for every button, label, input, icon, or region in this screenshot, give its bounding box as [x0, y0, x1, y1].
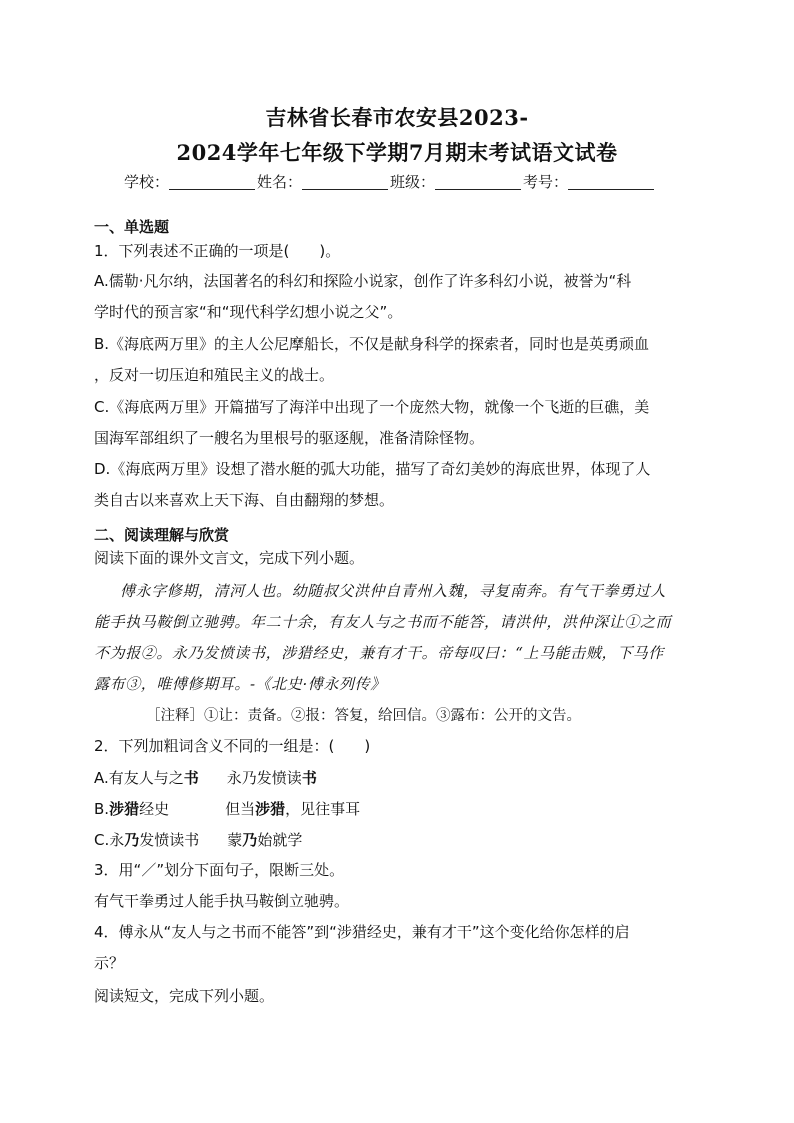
q1-option-b-line1: B.《海底两万里》的主人公尼摩船长，不仅是献身科学的探索者，同时也是英勇顽血	[94, 335, 650, 353]
name-field[interactable]	[302, 175, 388, 190]
q2-option-b	[94, 798, 360, 819]
q2-option-c	[94, 829, 302, 850]
q1-option-a-line2: 学时代的预言家“和“现代科学幻想小说之父”。	[94, 303, 403, 321]
class-field[interactable]	[435, 175, 521, 190]
q4-stem-line1: 4．傅永从“友人与之书而不能答”到“涉猎经史，兼有才干”这个变化给你怎样的启	[94, 923, 630, 941]
name-label: 姓名：	[257, 173, 303, 191]
q2-a-left-bold: 书	[183, 769, 199, 787]
q1-option-d-line1: D.《海底两万里》设想了潜水艇的弧大功能，描写了奇幻美妙的海底世界，体现了人	[94, 460, 651, 478]
reading-intro: 阅读下面的课外文言文，完成下列小题。	[94, 549, 365, 567]
q2-b-left-suffix: 经史	[139, 800, 170, 818]
q2-b-left-prefix: B.	[94, 800, 110, 818]
q3-stem: 3．用“／”划分下面句子，限断三处。	[94, 861, 345, 879]
q1-stem: 1．下列表述不正确的一项是( )。	[94, 242, 341, 260]
classical-text-line1: 傅永字修期，清河人也。幼随叔父洪仲自青州入魏，寻复南奔。有气干拳勇过人	[120, 582, 667, 600]
classical-text-line4: 露布③，唯傅修期耳。-《北史·傅永列传》	[94, 675, 386, 693]
q2-c-right-suffix: 始就学	[257, 831, 303, 849]
q2-a-left-text: A.有友人与之	[94, 769, 184, 787]
page-title-line1: 吉林省长春市农安县2023-	[265, 105, 529, 130]
section2-heading: 二、阅读理解与欣赏	[94, 526, 230, 544]
class-label: 班级：	[390, 173, 436, 191]
q1-option-a-line1: A.儒勒·凡尔纳，法国著名的科幻和探险小说家，创作了许多科幻小说，被誉为“科	[94, 272, 632, 290]
q2-c-right-bold: 乃	[242, 831, 258, 849]
school-field[interactable]	[169, 175, 255, 190]
q2-b-right-suffix: ，见往事耳	[285, 800, 361, 818]
q2-c-left-bold: 乃	[124, 831, 140, 849]
q2-a-right-bold: 书	[301, 769, 317, 787]
classical-text-line2: 能手执马鞍倒立驰骋。年二十余，有友人与之书而不能答，请洪仲，洪仲深让①之而	[94, 613, 672, 631]
q2-stem: 2．下列加粗词含义不同的一组是：( )	[94, 737, 371, 755]
exam-number-field[interactable]	[568, 175, 654, 190]
q2-c-right-prefix: 蒙	[227, 831, 243, 849]
q2-c-left-prefix: C.永	[94, 831, 125, 849]
q2-c-left-suffix: 发愤读书	[139, 831, 200, 849]
q3-sentence: 有气干拳勇过人能手执马鞍倒立驰骋。	[94, 892, 350, 910]
q1-option-b-line2: ，反对一切压迫和殖民主义的战士。	[94, 366, 335, 384]
student-info-row	[124, 171, 656, 192]
page-title-line2: 2024学年七年级下学期7月期末考试语文试卷	[176, 140, 618, 165]
exam-number-label: 考号：	[523, 173, 569, 191]
q2-b-right-bold: 涉猎	[255, 800, 286, 818]
q4-stem-line2: 示？	[94, 954, 125, 972]
q1-option-c-line2: 国海军部组织了一艘名为里根号的驱逐舰，准备清除怪物。	[94, 429, 485, 447]
q2-a-right-text: 永乃发愤读	[226, 769, 302, 787]
q2-option-a	[94, 767, 317, 788]
q2-b-right-prefix: 但当	[225, 800, 256, 818]
reading-outro: 阅读短文，完成下列小题。	[94, 987, 275, 1005]
annotation-note: ［注释］①让：责备。②报：答复，给回信。③露布：公开的文告。	[146, 708, 581, 724]
classical-text-line3: 不为报②。永乃发愤读书，涉猎经史，兼有才干。帝每叹曰：“上马能击贼，下马作	[94, 644, 664, 662]
q1-option-c-line1: C.《海底两万里》开篇描写了海洋中出现了一个庞然大物，就像一个飞逝的巨礁，美	[94, 398, 650, 416]
school-label: 学校：	[124, 173, 170, 191]
q1-option-d-line2: 类自古以来喜欢上天下海、自由翻翔的梦想。	[94, 491, 395, 509]
section1-heading: 一、单选题	[94, 218, 170, 236]
q2-b-left-bold: 涉猎	[109, 800, 140, 818]
